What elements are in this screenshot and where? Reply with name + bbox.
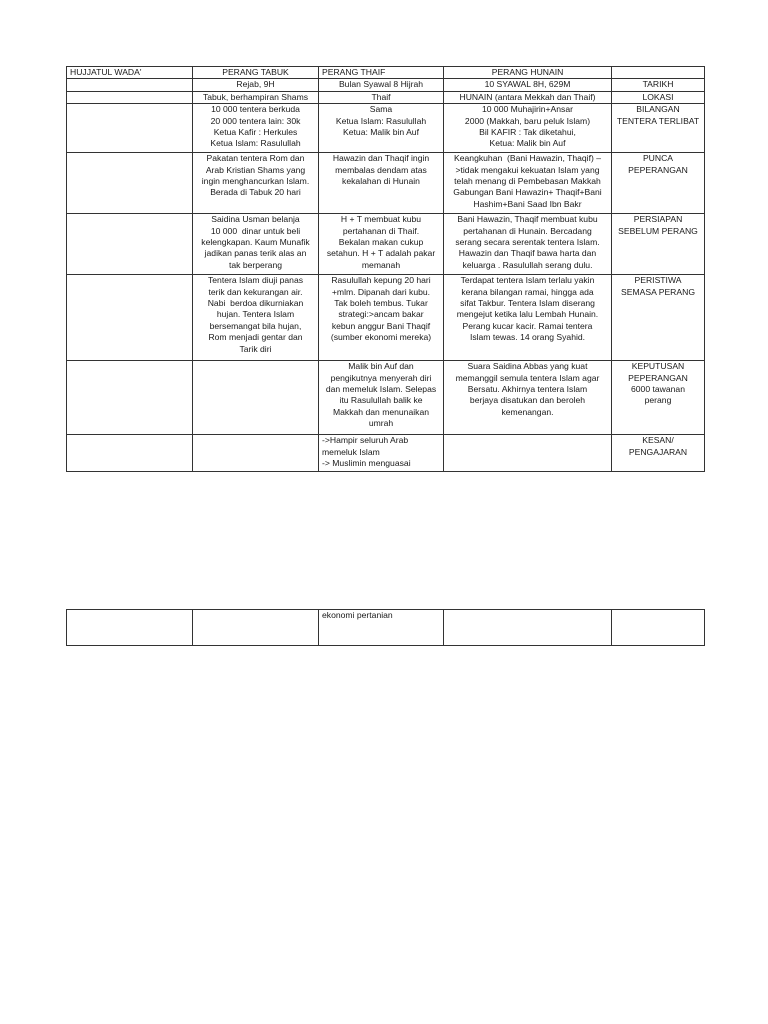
thaif-cell-line: Thaif [371, 91, 391, 102]
category-cell-line: LOKASI [642, 91, 674, 102]
tabuk-cell-line: terik dan kekurangan air. [208, 286, 303, 297]
thaif-cell-line: strategi:>ancam bakar [338, 309, 424, 320]
continuation-cell-label [67, 610, 193, 646]
hunain-cell-line: Bani Hawazin, Thaqif membuat kubu [457, 214, 598, 225]
tabuk-cell-line: Saidina Usman belanja [211, 214, 300, 225]
hunain-cell-line: Bil KAFIR : Tak diketahui, [479, 127, 576, 138]
category-cell-line: KEPUTUSAN [631, 361, 685, 372]
hunain-cell-line: Perang kucar kacir. Ramai tentera [462, 320, 593, 331]
thaif-cell-line: pertahanan di Thaif. [342, 225, 420, 236]
thaif-cell-line: umrah [368, 418, 394, 429]
header-row [67, 67, 705, 79]
tabuk-cell-line: Ketua Islam: Rasulullah [210, 138, 301, 149]
tabuk-cell-line: Tabuk, berhampiran Shams [202, 91, 309, 102]
category-cell [612, 275, 705, 361]
category-cell-line: TENTERA TERLIBAT [616, 115, 700, 126]
tabuk-cell [193, 214, 319, 275]
thaif-cell [319, 104, 444, 153]
thaif-cell [319, 435, 444, 472]
row-label-cell [67, 79, 193, 91]
header-hujjatul-wada: HUJJATUL WADA' [67, 67, 193, 79]
hunain-cell-line: HUNAIN (antara Mekkah dan Thaif) [459, 91, 596, 102]
hunain-cell-line: memanggil semula tentera Islam agar [455, 372, 600, 383]
hunain-cell [444, 275, 612, 361]
thaif-cell-line: itu Rasulullah balik ke [339, 395, 423, 406]
category-cell-line: TARIKH [642, 79, 674, 90]
thaif-cell-line: H + T membuat kubu [340, 214, 422, 225]
category-cell [612, 104, 705, 153]
thaif-cell [319, 361, 444, 435]
row-label-cell [67, 435, 193, 472]
hunain-cell [444, 91, 612, 103]
category-cell [612, 79, 705, 91]
row-label-cell [67, 153, 193, 214]
header-perang-thaif: PERANG THAIF [319, 67, 444, 79]
thaif-cell-line: Sama [369, 104, 393, 115]
category-cell [612, 361, 705, 435]
hunain-cell [444, 104, 612, 153]
comparison-table [66, 66, 705, 472]
category-cell-line: PERISTIWA [634, 275, 682, 286]
category-cell-line: PENGAJARAN [628, 446, 688, 457]
category-cell-line: 6000 tawanan [631, 384, 685, 395]
row-label-cell [67, 91, 193, 103]
hunain-cell-line: serang secara serentak tentera Islam. [455, 237, 600, 248]
hunain-cell-line: mengejut ketika lalu Lembah Hunain. [456, 309, 599, 320]
row-label-cell [67, 214, 193, 275]
hunain-cell-line: keluarga . Rasulullah serang dulu. [462, 259, 593, 270]
hunain-cell-line: Bersatu. Akhirnya tentera Islam [467, 384, 588, 395]
hunain-cell-line: telah menang di Pembebasan Makkah [454, 176, 601, 187]
tabuk-cell-line: bersemangat bila hujan, [209, 320, 302, 331]
thaif-cell-line: Hawazin dan Thaqif ingin [332, 153, 430, 164]
hunain-cell-line: Gabungan Bani Hawazin+ Thaqif+Bani [453, 187, 602, 198]
category-cell-line: BILANGAN [636, 104, 680, 115]
hunain-cell-line: Hashim+Bani Saad Ibn Bakr [473, 198, 582, 209]
table-body [67, 67, 705, 472]
category-cell-line: PERSIAPAN [633, 214, 683, 225]
thaif-cell-line: Rasulullah kepung 20 hari [331, 275, 431, 286]
tabuk-cell-line: Tarik diri [239, 343, 272, 354]
thaif-cell-line: -> Muslimin menguasai [322, 458, 411, 469]
hunain-cell [444, 153, 612, 214]
category-cell-line: KESAN/ [642, 435, 674, 446]
tabuk-cell-line: hujan. Tentera Islam [216, 309, 295, 320]
thaif-cell-line: memanah [361, 259, 401, 270]
continuation-row [67, 610, 705, 646]
thaif-cell-line: ->Hampir seluruh Arab [322, 435, 409, 446]
thaif-cell-line: kekalahan di Hunain [342, 176, 420, 187]
thaif-cell-line: membalas dendam atas [335, 164, 427, 175]
row-label-cell [67, 361, 193, 435]
hunain-cell-line: kerana bilangan ramai, hingga ada [461, 286, 594, 297]
header-perang-tabuk: PERANG TABUK [193, 67, 319, 79]
row-label-cell [67, 275, 193, 361]
hunain-cell-line: Keangkuhan (Bani Hawazin, Thaqif) – [454, 153, 601, 164]
thaif-cell-line: (sumber ekonomi mereka) [330, 332, 432, 343]
hunain-cell-line: 10 000 Muhajirin+Ansar [481, 104, 573, 115]
continuation-cell-tabuk [193, 610, 319, 646]
hunain-cell-line: Islam tewas. 14 orang Syahid. [469, 332, 586, 343]
continuation-table [66, 609, 705, 646]
category-cell [612, 214, 705, 275]
tabuk-cell-line: Nabi berdoa dikurniakan [207, 298, 304, 309]
thaif-cell [319, 79, 444, 91]
category-cell-line: PEPERANGAN [628, 164, 688, 175]
category-cell-line: PEPERANGAN [628, 372, 688, 383]
category-cell-line: PUNCA [642, 153, 674, 164]
thaif-cell-line: Makkah dan menunaikan [332, 406, 430, 417]
tabuk-cell-line: Berada di Tabuk 20 hari [210, 187, 301, 198]
tabuk-cell-line: Arab Kristian Shams yang [205, 164, 306, 175]
continuation-cell-category [612, 610, 705, 646]
category-cell [612, 91, 705, 103]
tabuk-cell [193, 104, 319, 153]
hunain-cell [444, 79, 612, 91]
hunain-cell-line: Suara Saidina Abbas yang kuat [467, 361, 588, 372]
thaif-cell [319, 214, 444, 275]
table-row [67, 104, 705, 153]
tabuk-cell-line: jadikan panas terik alas an [204, 248, 307, 259]
category-cell-line: SEMASA PERANG [620, 286, 696, 297]
hunain-cell-line: sifat Takbur. Tentera Islam diserang [460, 298, 595, 309]
tabuk-cell [193, 361, 319, 435]
tabuk-cell [193, 91, 319, 103]
hunain-cell [444, 435, 612, 472]
hunain-cell [444, 361, 612, 435]
category-cell-line: perang [644, 395, 672, 406]
hunain-cell-line: Hawazin dan Thaqif bawa harta dan [458, 248, 597, 259]
hunain-cell-line: Terdapat tentera Islam terlalu yakin [460, 275, 595, 286]
hunain-cell-line: 10 SYAWAL 8H, 629M [484, 79, 571, 90]
hunain-cell-line: berjaya disatukan dan beroleh [469, 395, 586, 406]
thaif-cell-line: Bulan Syawal 8 Hijrah [338, 79, 424, 90]
tabuk-cell [193, 435, 319, 472]
table-row [67, 361, 705, 435]
tabuk-cell-line: Tentera Islam diuji panas [207, 275, 304, 286]
hunain-cell-line: 2000 (Makkah, baru peluk Islam) [464, 115, 591, 126]
thaif-cell-line: kebun anggur Bani Thaqif [331, 320, 431, 331]
tabuk-cell [193, 153, 319, 214]
hunain-cell-line: kemenangan. [501, 406, 554, 417]
header-perang-hunain: PERANG HUNAIN [444, 67, 612, 79]
tabuk-cell-line: tak berperang [228, 259, 283, 270]
thaif-cell-line: pengikutnya menyerah diri [330, 372, 432, 383]
tabuk-cell-line: 10 000 tentera berkuda [211, 104, 300, 115]
tabuk-cell-line: Rejab, 9H [236, 79, 275, 90]
tabuk-cell-line: 20 000 tentera lain: 30k [210, 115, 301, 126]
category-cell [612, 153, 705, 214]
hunain-cell-line: pertahanan di Hunain. Bercadang [463, 225, 592, 236]
table-row [67, 214, 705, 275]
tabuk-cell-line: Ketua Kafir : Herkules [213, 127, 298, 138]
tabuk-cell-line: Pakatan tentera Rom dan [206, 153, 305, 164]
thaif-cell-line: Malik bin Auf dan [348, 361, 414, 372]
table-row [67, 79, 705, 91]
table-row [67, 153, 705, 214]
thaif-cell-line: setahun. H + T adalah pakar [326, 248, 436, 259]
table-row [67, 275, 705, 361]
thaif-cell-line: Tak boleh tembus. Tukar [334, 298, 428, 309]
tabuk-cell-line: kelengkapan. Kaum Munafik [201, 237, 310, 248]
thaif-cell-line: +mlm. Dipanah dari kubu. [331, 286, 431, 297]
row-label-cell [67, 104, 193, 153]
category-cell-line: SEBELUM PERANG [618, 225, 698, 236]
table-row [67, 435, 705, 472]
tabuk-cell-line: ingin menghancurkan Islam. [201, 176, 310, 187]
thaif-cell-line: dan memeluk Islam. Selepas [325, 384, 437, 395]
tabuk-cell [193, 275, 319, 361]
header-category [612, 67, 705, 79]
thaif-cell-line: Ketua: Malik bin Auf [343, 127, 419, 138]
hunain-cell [444, 214, 612, 275]
thaif-cell [319, 91, 444, 103]
tabuk-cell-line: 10 000 dinar untuk beli [210, 225, 301, 236]
thaif-cell [319, 275, 444, 361]
continuation-cell-hunain [444, 610, 612, 646]
continuation-cell-thaif: ekonomi pertanian [319, 610, 444, 646]
hunain-cell-line: Ketua: Malik bin Auf [489, 138, 566, 149]
thaif-cell-line: Ketua Islam: Rasulullah [335, 115, 427, 126]
thaif-cell-line: memeluk Islam [322, 446, 380, 457]
category-cell [612, 435, 705, 472]
tabuk-cell-line: Rom menjadi gentar dan [208, 332, 303, 343]
hunain-cell-line: >tidak mengakui kekuatan Islam yang [455, 164, 600, 175]
thaif-cell [319, 153, 444, 214]
tabuk-cell [193, 79, 319, 91]
table-row [67, 91, 705, 103]
thaif-cell-line: Bekalan makan cukup [338, 237, 424, 248]
